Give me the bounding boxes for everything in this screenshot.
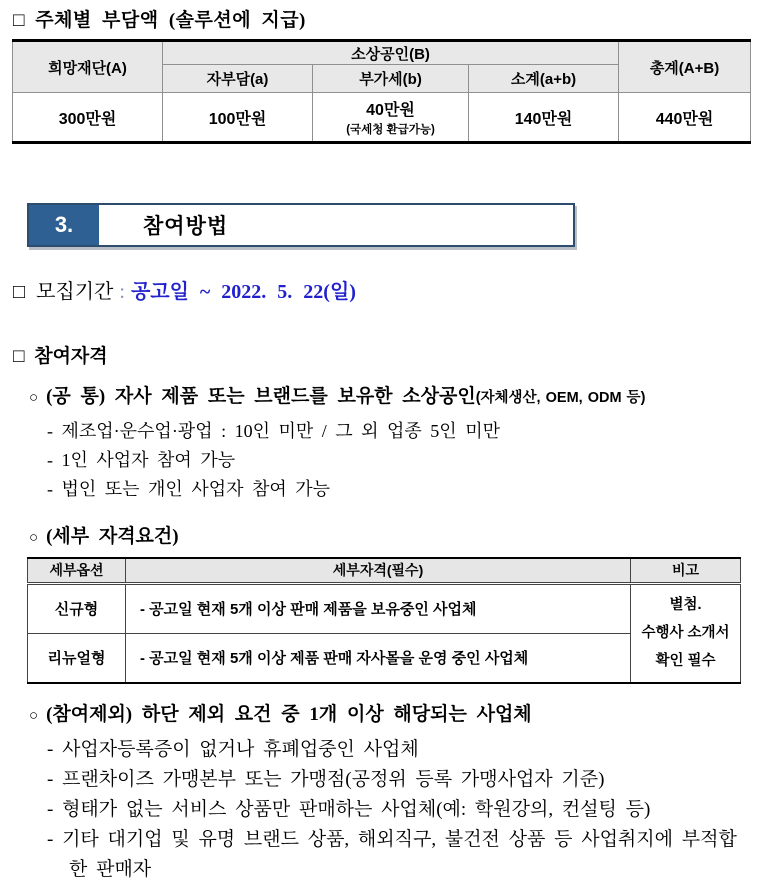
section3-banner — [27, 203, 575, 247]
burden-val-self: 100만원 — [163, 93, 313, 143]
detail-option-new: 신규형 — [28, 583, 126, 633]
burden-col-total: 총계(A+B) — [619, 41, 751, 93]
list-item: - 법인 또는 개인 사업자 참여 가능 — [47, 479, 331, 499]
circle-bullet-icon: ○ — [29, 530, 39, 546]
burden-table — [12, 39, 751, 144]
burden-val-total: 440만원 — [619, 93, 751, 143]
section3-number-badge: 3. — [29, 205, 99, 245]
detail-note-line: 별첨. — [669, 597, 702, 614]
section3-title: 참여방법 — [143, 215, 229, 238]
list-item: - 프랜차이즈 가맹본부 또는 가맹점(공정위 등록 가맹사업자 기준) — [47, 769, 605, 790]
circle-bullet-icon: ○ — [29, 708, 39, 724]
recruit-period-colon: : — [119, 281, 125, 303]
exclusion-line — [29, 699, 763, 726]
burden-val-subtotal: 140만원 — [469, 93, 619, 143]
detail-note-line: 확인 필수 — [655, 653, 716, 670]
burden-val-vat: 40만원 — [366, 102, 415, 119]
eligibility-detail-title: (세부 자격요건) — [46, 526, 179, 547]
burden-val-vat-note: (국세청 환급가능) — [346, 124, 435, 136]
eligibility-common-note: (자체생산, OEM, ODM 등) — [475, 390, 646, 406]
list-item: - 사업자등록증이 없거나 휴폐업중인 사업체 — [47, 739, 419, 760]
detail-req-renewal: - 공고일 현재 5개 이상 제품 판매 자사몰을 운영 중인 사업체 — [126, 633, 631, 683]
burden-value-row — [13, 93, 751, 143]
list-item: - 형태가 없는 서비스 상품만 판매하는 사업체(예: 학원강의, 컨설팅 등) — [47, 799, 651, 820]
eligibility-title: □ 참여자격 — [13, 346, 108, 367]
eligibility-common-text: (공 통) 자사 제품 또는 브랜드를 보유한 소상공인 — [46, 386, 476, 407]
eligibility-common-list — [47, 417, 763, 504]
recruit-period-line — [13, 275, 763, 304]
detail-note-line: 수행사 소개서 — [641, 625, 730, 642]
list-item: - 제조업·운수업·광업 : 10인 미만 / 그 외 업종 5인 미만 — [47, 421, 500, 441]
burden-header-row-1 — [13, 41, 751, 65]
detail-col-option: 세부옵션 — [28, 558, 126, 583]
eligibility-detail-line — [29, 521, 763, 548]
detail-header-row — [28, 558, 741, 583]
exclusion-title: (참여제외) 하단 제외 요건 중 1개 이상 해당되는 사업체 — [46, 704, 532, 725]
list-item: - 1인 사업자 참여 가능 — [47, 450, 236, 470]
detail-option-renewal: 리뉴얼형 — [28, 633, 126, 683]
table-row — [28, 583, 741, 633]
burden-col-hope: 희망재단(A) — [13, 41, 163, 93]
burden-val-vat-cell — [313, 93, 469, 143]
burden-col-vat: 부가세(b) — [313, 65, 469, 93]
recruit-period-label: □ 모집기간 — [13, 281, 114, 303]
exclusion-list — [47, 735, 747, 885]
detail-note-cell — [631, 583, 741, 683]
detail-col-note: 비고 — [631, 558, 741, 583]
detail-requirement-table — [27, 557, 741, 684]
burden-col-group: 소상공인(B) — [163, 41, 619, 65]
eligibility-common-line — [29, 381, 763, 408]
burden-col-self: 자부담(a) — [163, 65, 313, 93]
burden-val-hope: 300만원 — [13, 93, 163, 143]
burden-section-title: □ 주체별 부담액 (솔루션에 지급) — [13, 10, 306, 31]
list-item: - 기타 대기업 및 유명 브랜드 상품, 해외직구, 불건전 상품 등 사업취지에 부적합한 판매자 — [47, 829, 737, 880]
detail-col-requirement: 세부자격(필수) — [126, 558, 631, 583]
circle-bullet-icon: ○ — [29, 390, 39, 406]
recruit-period-value: 공고일 ~ 2022. 5. 22(일) — [130, 281, 356, 303]
burden-col-subtotal: 소계(a+b) — [469, 65, 619, 93]
detail-req-new: - 공고일 현재 5개 이상 판매 제품을 보유중인 사업체 — [126, 583, 631, 633]
